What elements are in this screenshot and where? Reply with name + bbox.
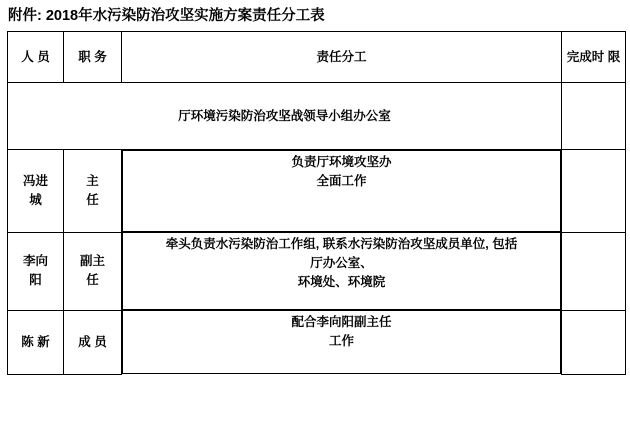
page-title: 附件: 2018年水污染防治攻坚实施方案责任分工表	[8, 8, 325, 24]
row-role-line: 任	[86, 192, 99, 207]
table-row	[8, 150, 626, 233]
row-name	[8, 150, 64, 233]
table-row	[8, 310, 626, 374]
row-time	[562, 150, 626, 233]
table-group-row	[8, 83, 626, 150]
row-role-line: 副主	[79, 254, 105, 268]
row-role-line: 主	[86, 173, 99, 188]
responsibility-table	[7, 31, 626, 375]
row-role	[64, 310, 122, 374]
row-duty-line: 环境处、环境院	[297, 275, 386, 289]
row-role	[64, 232, 122, 310]
group-time-cell	[562, 83, 626, 150]
row-duty-line: 牵头负责水污染防治工作组, 联系水污染防治攻坚成员单位, 包括	[165, 237, 518, 251]
table-row	[8, 232, 626, 310]
group-heading: 厅环境污染防治攻坚战领导小组办公室	[8, 83, 562, 150]
column-header-time-line1: 完成时	[566, 49, 605, 64]
row-name-line: 陈 新	[21, 334, 50, 349]
row-duty	[122, 150, 561, 232]
row-time	[562, 310, 626, 374]
table-header-row	[8, 32, 626, 83]
row-duty-line: 工作	[328, 334, 354, 348]
row-time	[562, 232, 626, 310]
row-name	[8, 232, 64, 310]
row-name-line: 李向	[22, 254, 48, 268]
row-role-line: 成 员	[78, 334, 107, 349]
row-name-line: 冯进	[22, 173, 48, 188]
column-header-time-line2: 限	[607, 49, 621, 64]
row-duty	[122, 310, 561, 374]
row-role-line: 任	[86, 273, 99, 287]
column-header-role: 职 务	[64, 32, 122, 83]
column-header-duty: 责任分工	[122, 32, 562, 83]
row-duty-line: 厅办公室、	[310, 256, 373, 270]
row-name-line: 阳	[29, 273, 42, 287]
row-name	[8, 310, 64, 374]
row-duty	[122, 232, 561, 310]
column-header-time	[562, 32, 626, 83]
column-header-name: 人 员	[8, 32, 64, 83]
row-duty-line: 全面工作	[316, 174, 367, 188]
row-duty-line: 配合李向阳副主任	[291, 315, 392, 329]
row-duty-line: 负责厅环境攻坚办	[291, 155, 392, 169]
row-role	[64, 150, 122, 233]
row-name-line: 城	[29, 192, 42, 207]
